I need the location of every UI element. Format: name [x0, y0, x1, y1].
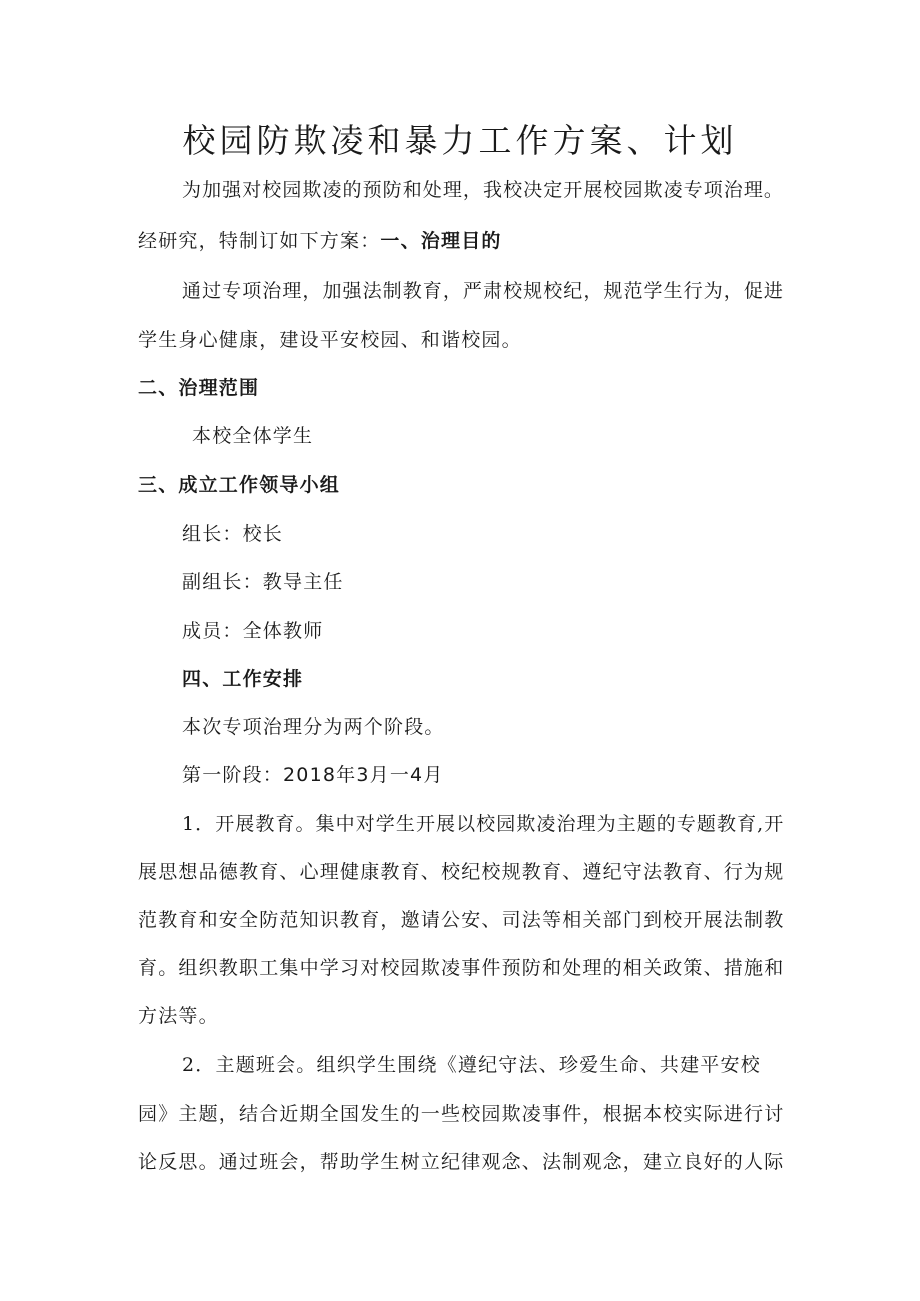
- intro-line-1: 为加强对校园欺凌的预防和处理，我校决定开展校园欺凌专项治理。: [182, 179, 785, 201]
- section1-line-2: 学生身心健康，建设平安校园、和谐校园。: [138, 329, 522, 351]
- item2-line-1: 2．主题班会。组织学生围绕《遵纪守法、珍爱生命、共建平安校: [182, 1054, 761, 1076]
- item1-line-2: 展思想品德教育、心理健康教育、校纪校规教育、遵纪守法教育、行为规: [138, 861, 785, 883]
- group-members: 成员：全体教师: [182, 620, 324, 642]
- phase1-dates: 2018年3月一4月: [283, 764, 444, 786]
- section2-content: 本校全体学生: [192, 425, 314, 447]
- phase1-prefix: 第一阶段：: [182, 764, 284, 786]
- item1-line-5: 方法等。: [138, 1005, 219, 1027]
- group-leader: 组长：校长: [182, 523, 284, 545]
- item1-line-1: 1．开展教育。集中对学生开展以校园欺凌治理为主题的专题教育,开: [182, 813, 785, 835]
- section-heading-1: 一、治理目的: [380, 230, 502, 252]
- section1-line-1: 通过专项治理，加强法制教育，严肃校规校纪，规范学生行为，促进: [182, 280, 785, 302]
- group-deputy: 副组长：教导主任: [182, 571, 344, 593]
- item1-line-3: 范教育和安全防范知识教育，邀请公安、司法等相关部门到校开展法制教: [138, 909, 785, 931]
- section-heading-2: 二、治理范围: [138, 377, 260, 399]
- item1-line-4: 育。组织教职工集中学习对校园欺凌事件预防和处理的相关政策、措施和: [138, 957, 785, 979]
- intro-text: 经研究，特制订如下方案：: [138, 230, 381, 252]
- intro-line-2: [138, 227, 502, 255]
- section-heading-4: 四、工作安排: [182, 668, 304, 690]
- phase1-line: [182, 761, 444, 789]
- item2-line-2: 园》主题，结合近期全国发生的一些校园欺凌事件，根据本校实际进行讨: [138, 1103, 785, 1125]
- section4-overview: 本次专项治理分为两个阶段。: [182, 716, 445, 738]
- section-heading-3: 三、成立工作领导小组: [138, 474, 341, 496]
- item2-line-3: 论反思。通过班会，帮助学生树立纪律观念、法制观念，建立良好的人际: [138, 1151, 785, 1173]
- document-title: 校园防欺凌和暴力工作方案、计划: [182, 121, 738, 160]
